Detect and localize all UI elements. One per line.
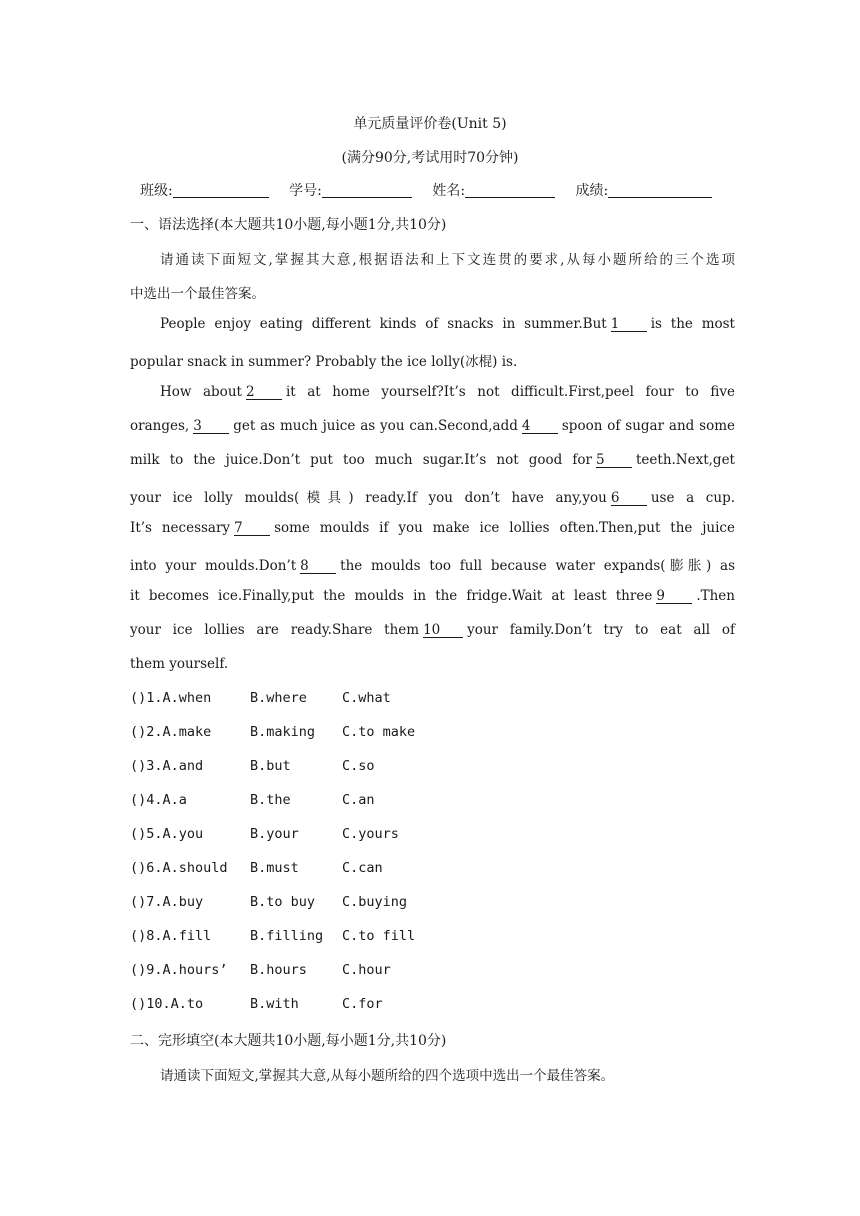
blank-4: 4 xyxy=(522,419,558,434)
question-number: ()8. xyxy=(130,928,163,944)
name-blank[interactable] xyxy=(465,183,555,198)
passage-text: it becomes ice.Finally,put the moulds in the fridge.Wait at least three xyxy=(130,588,653,604)
question-a xyxy=(130,690,211,706)
section2-heading: 二、完形填空(本大题共10小题,每小题1分,共10分) xyxy=(130,1033,447,1049)
option-c[interactable]: C.to fill xyxy=(342,928,416,944)
question-number: ()3. xyxy=(130,758,163,774)
passage-text: How about xyxy=(160,384,242,400)
option-b[interactable]: B.your xyxy=(250,826,299,842)
student-id-label: 学号: xyxy=(289,183,322,199)
option-c[interactable]: C.so xyxy=(342,758,375,774)
passage-line xyxy=(130,588,735,604)
blank-9: 9 xyxy=(656,589,692,604)
passage-text: oranges, xyxy=(130,418,190,434)
passage-line xyxy=(130,486,735,506)
question-number: ()5. xyxy=(130,826,163,842)
option-b[interactable]: B.with xyxy=(250,996,299,1012)
blank-5: 5 xyxy=(596,453,632,468)
option-b[interactable]: B.to buy xyxy=(250,894,316,910)
question-number: ()2. xyxy=(130,724,163,740)
option-b[interactable]: B.must xyxy=(250,860,299,876)
passage-text: It’s necessary xyxy=(130,520,231,536)
question-number: ()1. xyxy=(130,690,163,706)
section1-heading: 一、语法选择(本大题共10小题,每小题1分,共10分) xyxy=(130,217,447,233)
option-b[interactable]: B.filling xyxy=(250,928,324,944)
blank-1: 1 xyxy=(611,317,647,332)
passage-text: .Then xyxy=(696,588,735,604)
passage-line xyxy=(130,520,735,536)
option-a[interactable]: A.buy xyxy=(162,894,204,910)
option-b[interactable]: B.the xyxy=(250,792,291,808)
passage-text: into your moulds.Don’t xyxy=(130,558,297,574)
question-a xyxy=(130,724,211,740)
score-blank[interactable] xyxy=(608,183,712,198)
passage-text: People enjoy eating different kinds of snacks in summer.But xyxy=(160,316,607,332)
question-a xyxy=(130,792,187,808)
passage-text: spoon of sugar and some xyxy=(561,418,736,434)
passage-text: milk to the juice.Don’t put too much sugar.It’s not good for xyxy=(130,452,592,468)
question-number: ()10. xyxy=(130,996,171,1012)
option-b[interactable]: B.hours xyxy=(250,962,307,978)
blank-7: 7 xyxy=(234,521,270,536)
class-label: 班级: xyxy=(140,183,173,199)
passage-line xyxy=(130,452,735,468)
option-a[interactable]: A.and xyxy=(162,758,204,774)
option-c[interactable]: C.can xyxy=(342,860,383,876)
option-a[interactable]: A.when xyxy=(162,690,212,706)
option-a[interactable]: A.make xyxy=(162,724,212,740)
question-number: ()4. xyxy=(130,792,163,808)
passage-text: get as much juice as you can.Second,add xyxy=(233,418,518,434)
passage-text: use a cup. xyxy=(650,490,736,506)
option-b[interactable]: B.where xyxy=(250,690,307,706)
class-field xyxy=(140,180,269,200)
option-a[interactable]: A.fill xyxy=(162,928,212,944)
question-number: ()7. xyxy=(130,894,163,910)
option-c[interactable]: C.buying xyxy=(342,894,408,910)
option-a[interactable]: A.hours’ xyxy=(162,962,228,978)
name-field xyxy=(432,180,555,200)
section1-instruction-line1: 请通读下面短文,掌握其大意,根据语法和上下文连贯的要求,从每小题所给的三个选项 xyxy=(160,252,735,268)
option-c[interactable]: C.yours xyxy=(342,826,399,842)
blank-2: 2 xyxy=(246,385,282,400)
score-field xyxy=(576,180,713,200)
option-a[interactable]: A.should xyxy=(162,860,228,876)
passage-line xyxy=(130,554,735,574)
question-a xyxy=(130,894,203,910)
passage-text: it at home yourself?It’s not difficult.First,peel four to five xyxy=(285,384,736,400)
passage-text: your ice lolly moulds(模具) ready.If you don’t have any,you xyxy=(130,490,607,506)
blank-3: 3 xyxy=(193,419,229,434)
passage-text: the moulds too full because water expands(膨胀) as xyxy=(340,558,735,574)
option-b[interactable]: B.making xyxy=(250,724,316,740)
passage-text: your family.Don’t try to eat all of xyxy=(467,622,735,638)
score-label: 成绩: xyxy=(575,183,609,199)
option-a[interactable]: A.to xyxy=(170,996,204,1012)
option-c[interactable]: C.to make xyxy=(342,724,416,740)
page-title: 单元质量评价卷(Unit 5) xyxy=(353,116,507,132)
option-c[interactable]: C.for xyxy=(342,996,383,1012)
passage-text: is the most xyxy=(650,316,735,332)
option-a[interactable]: A.a xyxy=(162,792,187,808)
option-a[interactable]: A.you xyxy=(162,826,204,842)
student-info-row xyxy=(140,180,728,200)
name-label: 姓名: xyxy=(432,183,466,199)
blank-10: 10 xyxy=(423,623,463,638)
page-subtitle: (满分90分,考试用时70分钟) xyxy=(341,150,519,166)
option-c[interactable]: C.an xyxy=(342,792,375,808)
question-a xyxy=(130,758,203,774)
option-b[interactable]: B.but xyxy=(250,758,291,774)
passage-line xyxy=(130,622,735,638)
passage-text: some moulds if you make ice lollies often.Then,put the juice xyxy=(274,520,735,536)
passage-text: your ice lollies are ready.Share them xyxy=(130,622,420,638)
question-a xyxy=(130,962,228,978)
question-a xyxy=(130,860,228,876)
option-c[interactable]: C.what xyxy=(342,690,391,706)
option-c[interactable]: C.hour xyxy=(342,962,391,978)
class-blank[interactable] xyxy=(173,183,269,198)
question-a xyxy=(130,928,211,944)
question-number: ()9. xyxy=(130,962,163,978)
passage-line xyxy=(160,384,735,400)
blank-8: 8 xyxy=(300,559,336,574)
section2-instruction: 请通读下面短文,掌握其大意,从每小题所给的四个选项中选出一个最佳答案。 xyxy=(160,1068,615,1084)
passage-line: them yourself. xyxy=(130,656,229,672)
passage-text: teeth.Next,get xyxy=(635,452,735,468)
passage-line xyxy=(160,316,735,332)
passage-line xyxy=(130,418,735,434)
question-a xyxy=(130,826,203,842)
question-number: ()6. xyxy=(130,860,163,876)
section1-instruction-line2: 中选出一个最佳答案。 xyxy=(130,286,265,302)
passage-line: popular snack in summer? Probably the ice lolly(冰棍) is. xyxy=(130,354,518,370)
question-a xyxy=(130,996,203,1012)
blank-6: 6 xyxy=(611,491,647,506)
student-id-blank[interactable] xyxy=(322,183,412,198)
student-id-field xyxy=(289,180,412,200)
